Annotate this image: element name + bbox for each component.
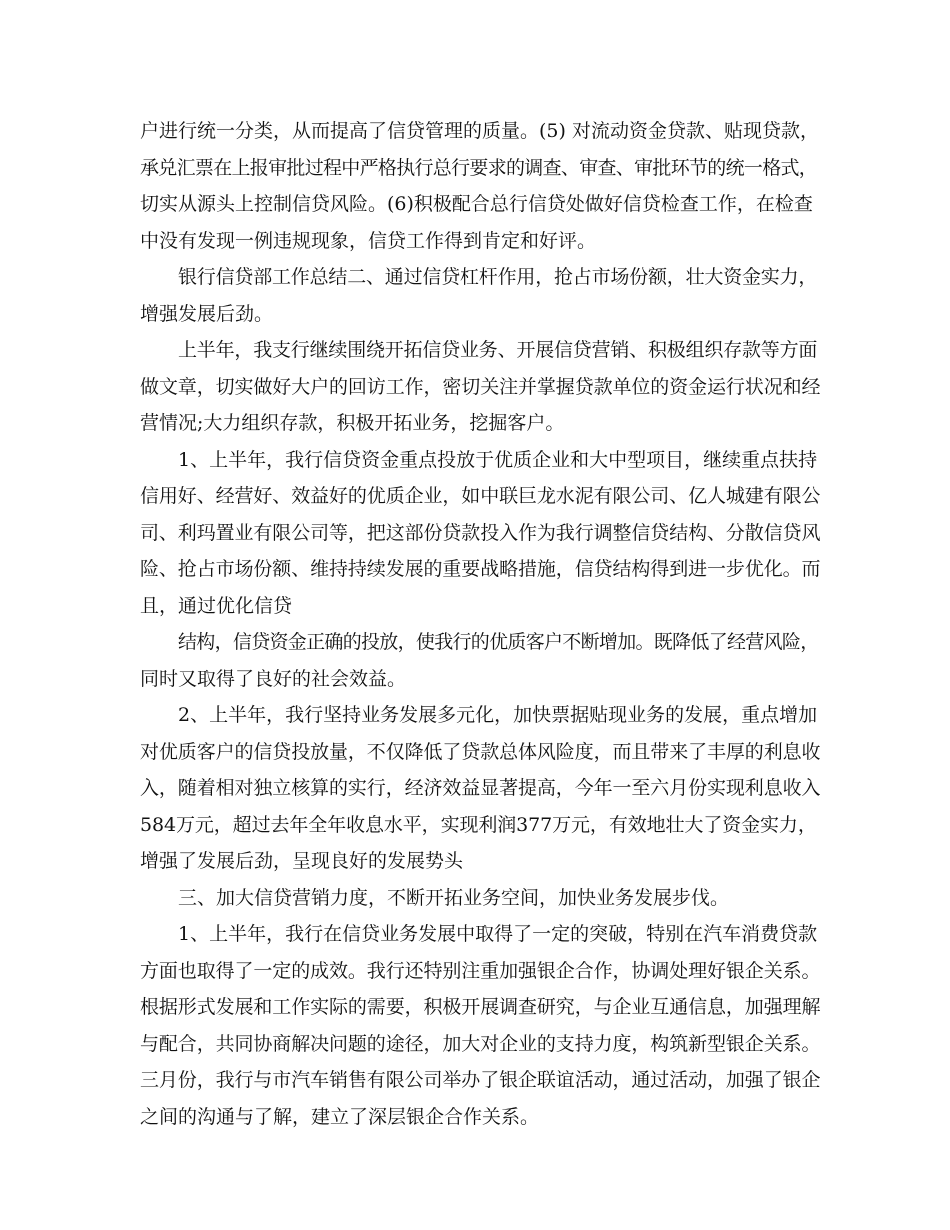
- text-line: 增强了发展后劲，呈现良好的发展势头: [140, 850, 464, 872]
- text-line: 根据形式发展和工作实际的需要，积极开展调查研究，与企业互通信息，加强理解: [140, 996, 821, 1018]
- text-line: 信用好、经营好、效益好的优质企业，如中联巨龙水泥有限公司、亿人城建有限公: [140, 485, 821, 507]
- text-line: 增强发展后劲。: [140, 302, 274, 325]
- text-line: 且，通过优化信贷: [140, 594, 293, 617]
- text-line: 切实从源头上控制信贷风险。(6)积极配合总行信贷处做好信贷检查工作，在检查: [140, 193, 813, 215]
- text-line: 对优质客户的信贷投放量，不仅降低了贷款总体风险度，而且带来了丰厚的利息收: [140, 740, 821, 763]
- text-line: 之间的沟通与了解，建立了深层银企合作关系。: [140, 1105, 540, 1128]
- text-line: 营情况;大力组织存款，积极开拓业务，挖掘客户。: [140, 412, 565, 434]
- text-line: 承兑汇票在上报审批过程中严格执行总行要求的调查、审查、审批环节的统一格式，: [140, 156, 818, 179]
- text-line: 险、抢占市场份额、维持持续发展的重要战略措施，信贷结构得到进一步优化。而: [140, 558, 821, 580]
- text-line: 司、利玛置业有限公司等，把这部份贷款投入作为我行调整信贷结构、分散信贷风: [140, 521, 821, 544]
- paragraph-start-line: 结构，信贷资金正确的投放，使我行的优质客户不断增加。既降低了经营风险，: [178, 631, 819, 653]
- text-line: 三月份，我行与市汽车销售有限公司举办了银企联谊活动，通过活动，加强了银企: [140, 1069, 821, 1091]
- paragraph-start-line: 上半年，我支行继续围绕开拓信贷业务、开展信贷营销、积极组织存款等方面: [178, 339, 818, 361]
- paragraph-start-line: 银行信贷部工作总结二、通过信贷杠杆作用，抢占市场份额，壮大资金实力，: [178, 266, 818, 288]
- text-line: 方面也取得了一定的成效。我行还特别注重加强银企合作，协调处理好银企关系。: [140, 959, 821, 982]
- text-line: 中没有发现一例违规现象，信贷工作得到肯定和好评。: [140, 229, 597, 252]
- text-line: 同时又取得了良好的社会效益。: [140, 667, 407, 690]
- text-line: 户进行统一分类，从而提高了信贷管理的质量。(5) 对流动资金贷款、贴现贷款，: [140, 120, 819, 142]
- document-body: [140, 113, 820, 1135]
- text-line: 与配合，共同协商解决问题的途径，加大对企业的支持力度，构筑新型银企关系。: [140, 1032, 821, 1055]
- section-heading-line: 三、加大信贷营销力度，不断开拓业务空间，加快业务发展步伐。: [178, 886, 730, 909]
- text-line: 584万元，超过去年全年收息水平，实现利润377万元，有效地壮大了资金实力，: [140, 813, 817, 836]
- text-line: 入，随着相对独立核算的实行，经济效益显著提高，今年一至六月份实现利息收入: [140, 777, 821, 799]
- paragraph-start-line: 2、上半年，我行坚持业务发展多元化，加快票据贴现业务的发展，重点增加: [178, 704, 818, 726]
- paragraph-start-line: 1、上半年，我行信贷资金重点投放于优质企业和大中型项目，继续重点扶持: [178, 448, 818, 471]
- text-line: 做文章，切实做好大户的回访工作，密切关注并掌握贷款单位的资金运行状况和经: [140, 375, 821, 398]
- paragraph-start-line: 1、上半年，我行在信贷业务发展中取得了一定的突破，特别在汽车消费贷款: [178, 923, 818, 945]
